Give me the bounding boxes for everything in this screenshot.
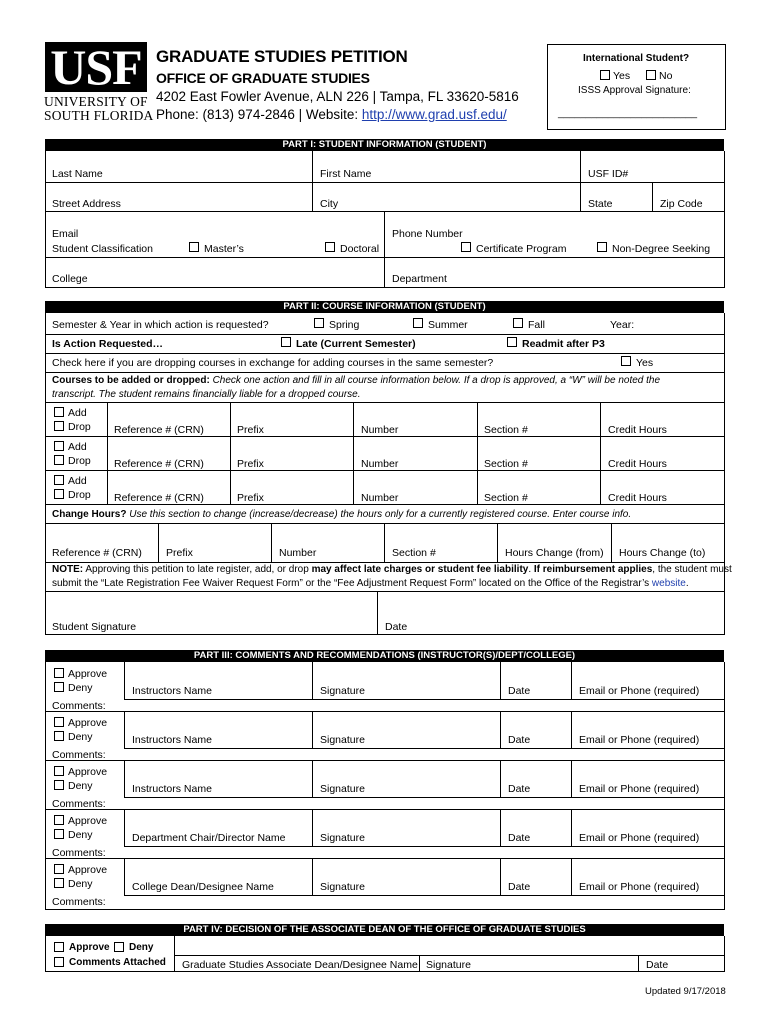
first-name-label: First Name	[320, 168, 372, 180]
hours-to-label: Hours Change (to)	[619, 547, 706, 559]
city-label: City	[320, 198, 339, 210]
form-title: GRADUATE STUDIES PETITION	[156, 47, 408, 66]
row4-approve-checkbox[interactable]	[54, 815, 64, 825]
row1-signature-label: Signature	[320, 685, 365, 697]
office-phone: Phone: (813) 974-2846 | Website: http://www.grad.usf.edu/	[156, 107, 507, 122]
phone-label: Phone Number	[392, 228, 463, 240]
course2-drop-checkbox[interactable]	[54, 455, 64, 465]
office-address: 4202 East Fowler Avenue, ALN 226 | Tampa, FL 33620-5816	[156, 89, 519, 104]
course3-add-label: Add	[68, 475, 87, 487]
note-line-2: submit the “Late Registration Fee Waiver Request Form” or the “Fee Adjustment Request Form” located on the Office of the Registrar’s website.	[52, 578, 689, 589]
row1-name-label: Instructors Name	[132, 685, 212, 697]
registrar-website-link[interactable]: website	[651, 578, 686, 589]
row4-email-phone-label: Email or Phone (required)	[579, 832, 700, 844]
summer-label: Summer	[428, 319, 468, 331]
hours-from-label: Hours Change (from)	[505, 547, 604, 559]
fall-checkbox[interactable]	[513, 318, 523, 328]
intl-yes-checkbox[interactable]	[600, 70, 610, 80]
course2-add-checkbox[interactable]	[54, 441, 64, 451]
late-label: Late (Current Semester)	[296, 338, 416, 350]
dean-approve-checkbox[interactable]	[54, 942, 64, 952]
row3-name-label: Instructors Name	[132, 783, 212, 795]
usf-id-label: USF ID#	[588, 168, 629, 180]
dean-date-label: Date	[646, 959, 669, 971]
row4-name-label: Department Chair/Director Name	[132, 832, 286, 844]
course1-add-checkbox[interactable]	[54, 407, 64, 417]
certificate-label: Certificate Program	[476, 243, 567, 255]
intl-no-checkbox[interactable]	[646, 70, 656, 80]
department-label: Department	[392, 273, 447, 285]
change-section: Section #	[392, 547, 436, 559]
course1-prefix: Prefix	[237, 424, 264, 436]
row5-comments-label: Comments:	[52, 896, 106, 908]
website-link[interactable]: http://www.grad.usf.edu/	[361, 107, 507, 122]
part4-header: PART IV: DECISION OF THE ASSOCIATE DEAN OF THE OFFICE OF GRADUATE STUDIES	[45, 924, 724, 936]
row4-deny-checkbox[interactable]	[54, 829, 64, 839]
row4-deny-label: Deny	[68, 829, 93, 841]
course1-credit: Credit Hours	[608, 424, 667, 436]
change-hours-instructions: Change Hours? Use this section to change (increase/decrease) the hours only for a currently registered course. Enter course info.	[52, 509, 632, 520]
course3-ref: Reference # (CRN)	[114, 492, 204, 504]
course2-section: Section #	[484, 458, 528, 470]
row2-signature-label: Signature	[320, 734, 365, 746]
row5-approve-label: Approve	[68, 864, 108, 876]
comments-attached-label: Comments Attached	[69, 957, 166, 968]
row2-approve-checkbox[interactable]	[54, 717, 64, 727]
doctoral-label: Doctoral	[340, 243, 380, 255]
row3-deny-label: Deny	[68, 780, 93, 792]
email-label: Email	[52, 228, 79, 240]
course3-drop-label: Drop	[68, 489, 91, 501]
spring-label: Spring	[329, 319, 360, 331]
row1-date-label: Date	[508, 685, 531, 697]
course2-credit: Credit Hours	[608, 458, 667, 470]
masters-checkbox[interactable]	[189, 242, 199, 252]
note-line-1: NOTE: Approving this petition to late register, add, or drop may affect late charges or student fee liability. If reimbursement applies, the student must	[52, 564, 732, 575]
isss-label: ISSS Approval Signature:	[578, 85, 691, 96]
change-ref: Reference # (CRN)	[52, 547, 142, 559]
state-label: State	[588, 198, 613, 210]
updated-date: Updated 9/17/2018	[645, 986, 726, 997]
semester-question: Semester & Year in which action is requested?	[52, 319, 269, 331]
row4-approve-label: Approve	[68, 815, 108, 827]
dropping-yes-checkbox[interactable]	[621, 356, 631, 366]
dean-signature-label: Signature	[426, 959, 471, 971]
row1-email-phone-label: Email or Phone (required)	[579, 685, 700, 697]
comments-attached-checkbox[interactable]	[54, 957, 64, 967]
intl-no-label: No	[659, 70, 673, 82]
zip-label: Zip Code	[660, 198, 703, 210]
dean-name-label: Graduate Studies Associate Dean/Designee Name	[182, 959, 418, 971]
dropping-question: Check here if you are dropping courses in exchange for adding courses in the same semester?	[52, 357, 494, 369]
row5-deny-label: Deny	[68, 878, 93, 890]
course1-add-label: Add	[68, 407, 87, 419]
course2-number: Number	[361, 458, 399, 470]
course2-add-label: Add	[68, 441, 87, 453]
row2-date-label: Date	[508, 734, 531, 746]
row1-approve-checkbox[interactable]	[54, 668, 64, 678]
student-signature-label: Student Signature	[52, 621, 137, 633]
course1-drop-label: Drop	[68, 421, 91, 433]
row5-email-phone-label: Email or Phone (required)	[579, 881, 700, 893]
part2-header: PART II: COURSE INFORMATION (STUDENT)	[45, 301, 724, 313]
row3-email-phone-label: Email or Phone (required)	[579, 783, 700, 795]
course2-drop-label: Drop	[68, 455, 91, 467]
course1-drop-checkbox[interactable]	[54, 421, 64, 431]
course3-number: Number	[361, 492, 399, 504]
row2-email-phone-label: Email or Phone (required)	[579, 734, 700, 746]
part1-header: PART I: STUDENT INFORMATION (STUDENT)	[45, 139, 724, 151]
course3-prefix: Prefix	[237, 492, 264, 504]
row1-comments-label: Comments:	[52, 700, 106, 712]
course3-section: Section #	[484, 492, 528, 504]
part3-header: PART III: COMMENTS AND RECOMMENDATIONS (INSTRUCTOR(S)/DEPT/COLLEGE)	[45, 650, 724, 662]
change-number: Number	[279, 547, 317, 559]
late-checkbox[interactable]	[281, 337, 291, 347]
course3-drop-checkbox[interactable]	[54, 489, 64, 499]
course1-ref: Reference # (CRN)	[114, 424, 204, 436]
row3-date-label: Date	[508, 783, 531, 795]
intl-yes-label: Yes	[613, 70, 631, 82]
row3-approve-checkbox[interactable]	[54, 766, 64, 776]
courses-instructions: Courses to be added or dropped: Check one action and fill in all course information below. If a drop is approved, a “W” will be noted the	[52, 375, 661, 386]
dean-deny-label: Deny	[129, 942, 154, 953]
fall-label: Fall	[528, 319, 545, 331]
masters-label: Master’s	[204, 243, 244, 255]
change-prefix: Prefix	[166, 547, 193, 559]
classification-label: Student Classification	[52, 243, 153, 255]
summer-checkbox[interactable]	[413, 318, 423, 328]
row2-approve-label: Approve	[68, 717, 108, 729]
courses-instructions-2: transcript. The student remains financially liable for a dropped course.	[52, 389, 361, 400]
row2-deny-label: Deny	[68, 731, 93, 743]
logo-line-2: SOUTH FLORIDA	[44, 108, 154, 123]
course3-add-checkbox[interactable]	[54, 475, 64, 485]
spring-checkbox[interactable]	[314, 318, 324, 328]
college-label: College	[52, 273, 88, 285]
is-action-label: Is Action Requested…	[52, 338, 164, 350]
row5-approve-checkbox[interactable]	[54, 864, 64, 874]
readmit-label: Readmit after P3	[522, 338, 605, 350]
non-degree-checkbox[interactable]	[597, 242, 607, 252]
row3-signature-label: Signature	[320, 783, 365, 795]
isss-signature-line[interactable]: _________________________	[558, 108, 698, 119]
course1-number: Number	[361, 424, 399, 436]
doctoral-checkbox[interactable]	[325, 242, 335, 252]
row3-deny-checkbox[interactable]	[54, 780, 64, 790]
row5-signature-label: Signature	[320, 881, 365, 893]
row1-approve-label: Approve	[68, 668, 108, 680]
row2-comments-label: Comments:	[52, 749, 106, 761]
row4-comments-label: Comments:	[52, 847, 106, 859]
row5-name-label: College Dean/Designee Name	[132, 881, 274, 893]
non-degree-label: Non-Degree Seeking	[612, 243, 711, 255]
row1-deny-checkbox[interactable]	[54, 682, 64, 692]
street-address-label: Street Address	[52, 198, 121, 210]
row5-date-label: Date	[508, 881, 531, 893]
dropping-yes-label: Yes	[636, 357, 654, 369]
dean-deny-checkbox[interactable]	[114, 942, 124, 952]
row5-deny-checkbox[interactable]	[54, 878, 64, 888]
form-subtitle: OFFICE OF GRADUATE STUDIES	[156, 70, 370, 86]
row1-deny-label: Deny	[68, 682, 93, 694]
row3-comments-label: Comments:	[52, 798, 106, 810]
row4-signature-label: Signature	[320, 832, 365, 844]
course3-credit: Credit Hours	[608, 492, 667, 504]
logo-line-1: UNIVERSITY OF	[44, 94, 148, 109]
intl-title: International Student?	[583, 53, 690, 64]
certificate-checkbox[interactable]	[461, 242, 471, 252]
year-label: Year:	[610, 319, 635, 331]
row2-name-label: Instructors Name	[132, 734, 212, 746]
course1-section: Section #	[484, 424, 528, 436]
course2-ref: Reference # (CRN)	[114, 458, 204, 470]
last-name-label: Last Name	[52, 168, 103, 180]
student-date-label: Date	[385, 621, 408, 633]
row4-date-label: Date	[508, 832, 531, 844]
usf-logo: USF	[45, 42, 147, 92]
dean-approve-label: Approve	[69, 942, 110, 953]
row2-deny-checkbox[interactable]	[54, 731, 64, 741]
readmit-checkbox[interactable]	[507, 337, 517, 347]
row3-approve-label: Approve	[68, 766, 108, 778]
course2-prefix: Prefix	[237, 458, 264, 470]
